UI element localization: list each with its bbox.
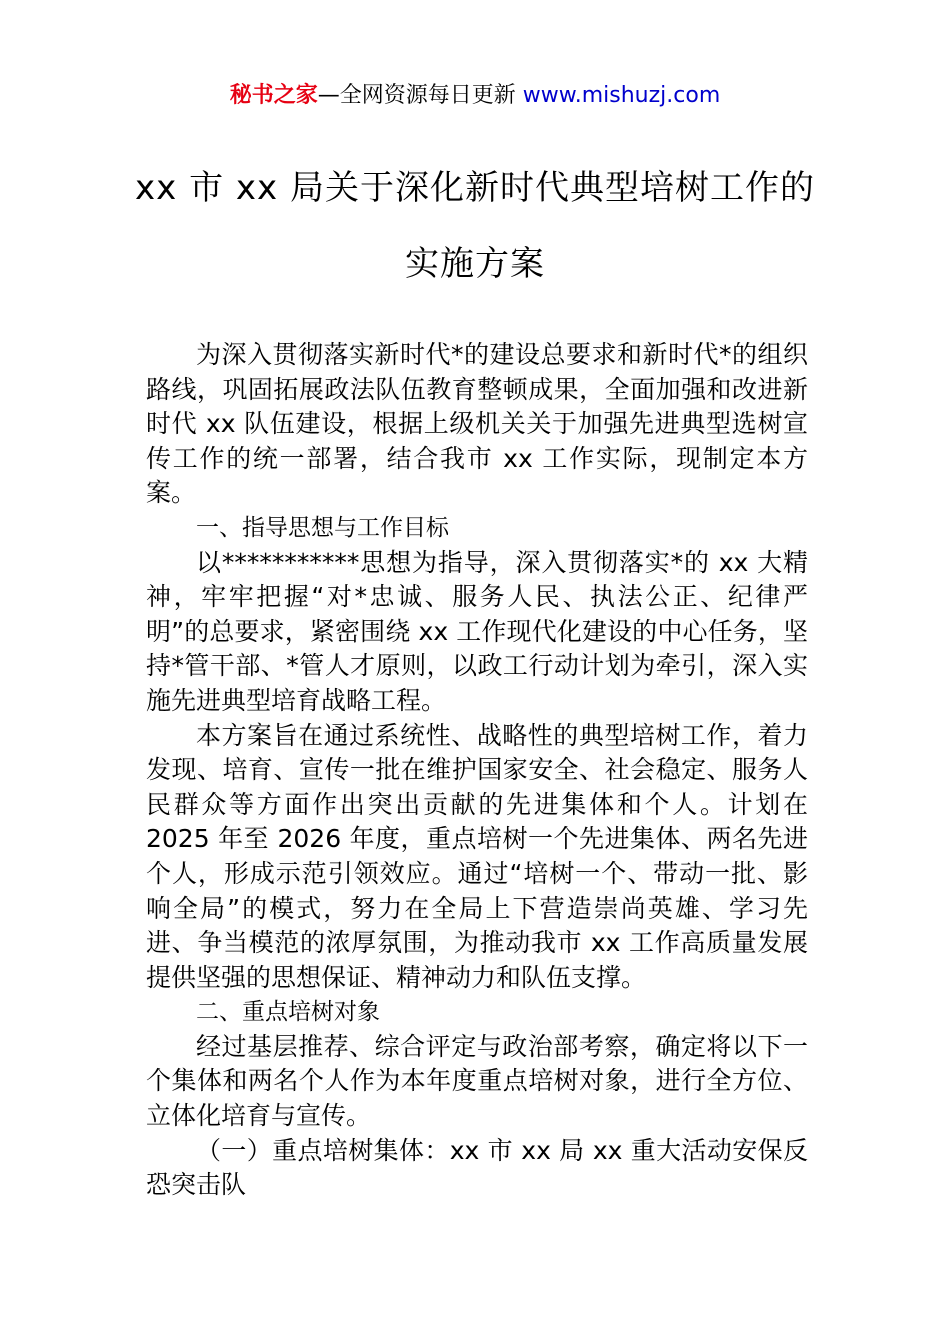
section-heading-2: 二、重点培树对象 (196, 999, 380, 1026)
site-url-link[interactable]: www.mishuzj.com (522, 83, 721, 108)
title-line-2: 实施方案 (405, 244, 545, 284)
paragraph-work-goal: 本方案旨在通过系统性、战略性的典型培树工作，着力发现、培育、宣传一批在维护国家安全、社会稳定、服务人民群众等方面作出突出贡献的先进集体和个人。计划在 2025 年至 2026 年度，重点培树一个先进集体、两名先进个人，形成示范引领效应。通过“培树一个、带动一批、影响全局”的模式，努力在全局上下营造崇尚英雄、学习先进、争当模范的浓厚氛围，为推动我市 xx 工作高质量发展提供坚强的思想保证、精神动力和队伍支撑。 (146, 720, 808, 992)
subsection-heading-collective: （一）重点培树集体：xx 市 xx 局 xx 重大活动安保反恐突击队 (146, 1135, 808, 1200)
site-tagline: —全网资源每日更新 (317, 83, 516, 108)
site-brand: 秘书之家 (229, 83, 318, 108)
paragraph-intro: 为深入贯彻落实新时代*的建设总要求和新时代*的组织路线，巩固拓展政法队伍教育整顿成果，全面加强和改进新时代 xx 队伍建设，根据上级机关关于加强先进典型选树宣传工作的统一部署，结合我市 xx 工作实际，现制定本方案。 (146, 340, 808, 508)
section-heading-1: 一、指导思想与工作目标 (196, 514, 449, 541)
document-body (146, 338, 808, 1203)
paragraph-guiding-thought: 以***********思想为指导，深入贯彻落实*的 xx 大精神，牢牢把握“对*忠诚、服务人民、执法公正、纪律严明”的总要求，紧密围绕 xx 工作现代化建设的中心任务，坚持*管干部、*管人才原则，以政工行动计划为牵引，深入实施先进典型培育战略工程。 (146, 547, 808, 715)
site-header (0, 80, 950, 112)
title-line-1: xx 市 xx 局关于深化新时代典型培树工作的 (135, 168, 815, 208)
paragraph-targets: 经过基层推荐、综合评定与政治部考察，确定将以下一个集体和两名个人作为本年度重点培树对象，进行全方位、立体化培育与宣传。 (146, 1031, 808, 1131)
document-title (100, 150, 850, 302)
